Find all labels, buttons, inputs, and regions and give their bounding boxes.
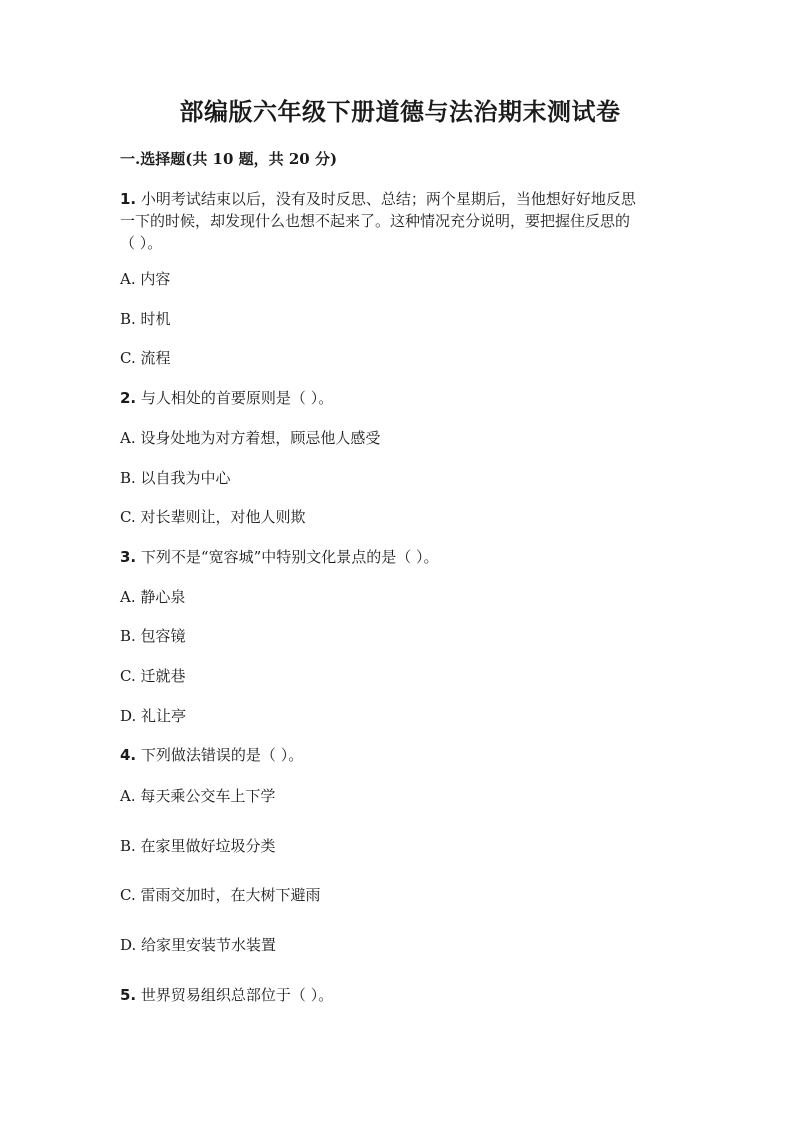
question-2-text: 与人相处的首要原则是（ ）。 bbox=[140, 389, 334, 407]
question-5-line-1 bbox=[120, 984, 680, 1006]
question-2-option-a: A. 设身处地为对方着想，顾忌他人感受 bbox=[120, 429, 381, 447]
question-3-option-d: D. 礼让亭 bbox=[120, 707, 187, 725]
question-1-option-c: C. 流程 bbox=[120, 349, 171, 367]
question-2-line-1 bbox=[120, 387, 680, 409]
question-2-option-b: B. 以自我为中心 bbox=[120, 469, 231, 487]
question-1-text: 小明考试结束以后，没有及时反思、总结；两个星期后，当他想好好地反思 bbox=[140, 190, 636, 208]
question-2-number: 2. bbox=[120, 389, 137, 407]
question-4-option-a: A. 每天乘公交车上下学 bbox=[120, 787, 276, 805]
question-5-text: 世界贸易组织总部位于（ ）。 bbox=[140, 986, 334, 1004]
question-1-option-b: B. 时机 bbox=[120, 310, 171, 328]
question-1-number: 1. bbox=[120, 190, 137, 208]
question-3-number: 3. bbox=[120, 548, 137, 566]
question-4-option-c: C. 雷雨交加时，在大树下避雨 bbox=[120, 886, 321, 904]
exam-title: 部编版六年级下册道德与法治期末测试卷 bbox=[179, 97, 621, 126]
question-3-option-c: C. 迁就巷 bbox=[120, 667, 186, 685]
question-1-line-2: 一下的时候，却发现什么也想不起来了。这种情况充分说明，要把握住反思的 bbox=[120, 212, 631, 230]
question-3-option-a: A. 静心泉 bbox=[120, 588, 186, 606]
question-3-line-1 bbox=[120, 546, 680, 568]
question-4-number: 4. bbox=[120, 746, 137, 764]
question-4-option-d: D. 给家里安装节水装置 bbox=[120, 936, 277, 954]
question-5-number: 5. bbox=[120, 986, 137, 1004]
question-4-line-1 bbox=[120, 744, 680, 766]
question-1-line-1 bbox=[120, 188, 680, 210]
question-3-text: 下列不是“宽容城”中特别文化景点的是（ ）。 bbox=[140, 548, 439, 566]
question-2-option-c: C. 对长辈则让，对他人则欺 bbox=[120, 508, 306, 526]
question-4-option-b: B. 在家里做好垃圾分类 bbox=[120, 837, 276, 855]
question-3-option-b: B. 包容镜 bbox=[120, 627, 186, 645]
question-1-line-3: （ ）。 bbox=[120, 234, 163, 252]
question-1-option-a: A. 内容 bbox=[120, 270, 171, 288]
section-heading: 一.选择题(共 10 题，共 20 分) bbox=[120, 150, 338, 168]
question-4-text: 下列做法错误的是（ ）。 bbox=[140, 746, 304, 764]
